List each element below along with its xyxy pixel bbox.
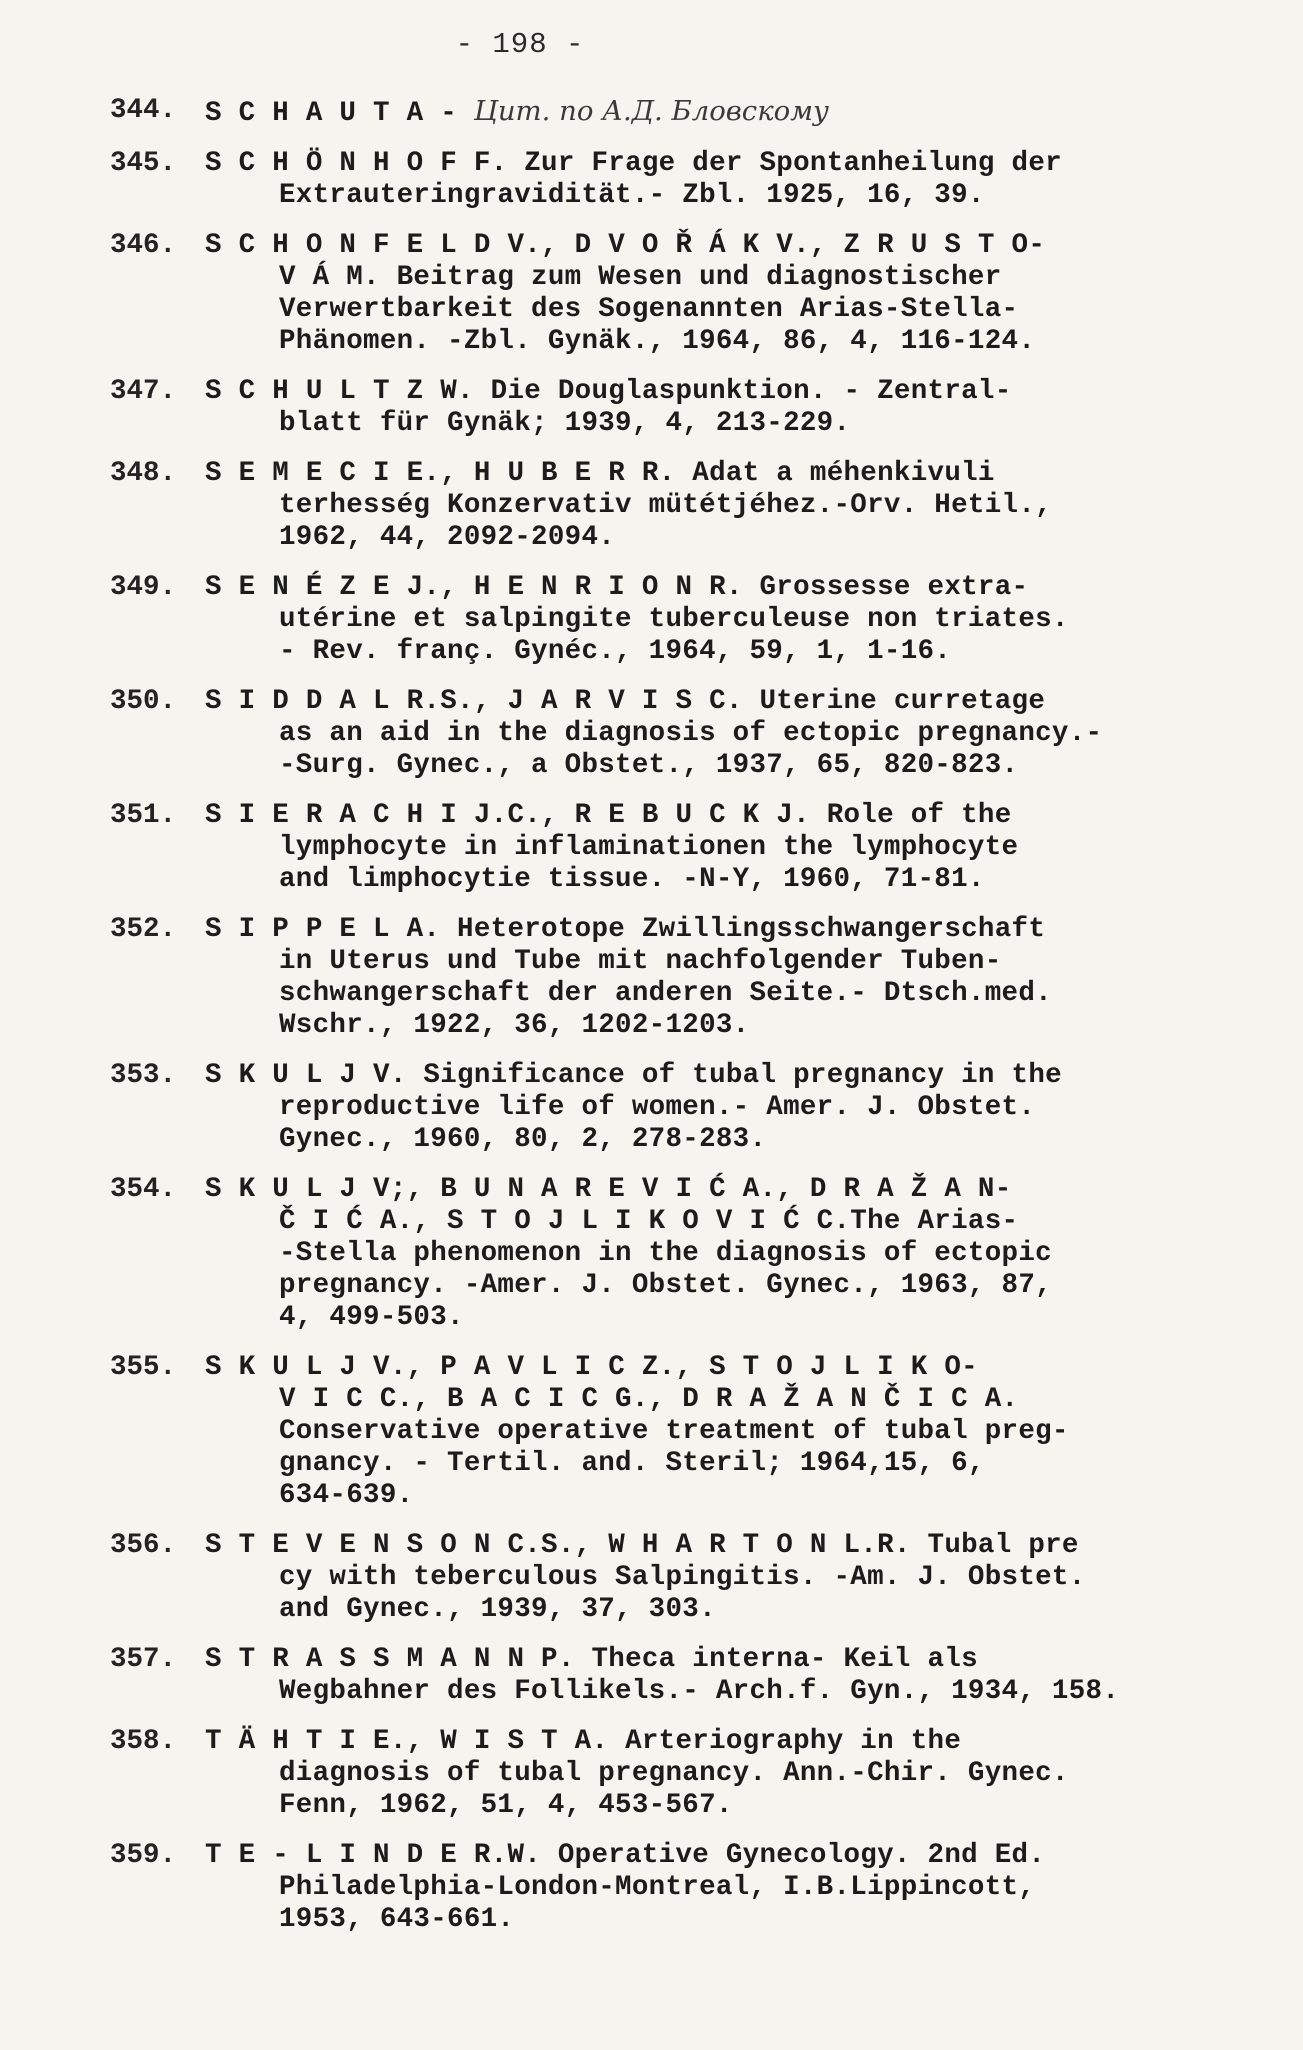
entry-number: 359. <box>110 1840 177 1871</box>
page-number: - 198 - <box>455 28 585 61</box>
entry-line: V I C C., B A C I C G., D R A Ž A N Č I C A. <box>279 1384 1019 1415</box>
entry-text <box>206 1726 1190 1822</box>
bibliography-entry <box>110 95 1190 130</box>
bibliography-entry <box>110 376 1190 440</box>
bibliography-entry <box>110 914 1190 1042</box>
entry-line: Č I Ć A., S T O J L I K O V I Ć C.The Arias- <box>279 1206 1019 1237</box>
entry-line: S K U L J V. Significance of tubal pregnancy in the <box>205 1060 1062 1091</box>
entry-number: 358. <box>110 1726 177 1757</box>
entry-number: 353. <box>110 1060 177 1091</box>
entry-line: S T R A S S M A N N P. Theca interna- Keil als <box>205 1644 978 1675</box>
entry-text <box>206 914 1190 1042</box>
bibliography-entry <box>110 458 1190 554</box>
entry-text <box>206 1060 1190 1156</box>
entry-line: blatt für Gynäk; 1939, 4, 213-229. <box>279 408 851 439</box>
entry-line: terhesség Konzervativ mütétjéhez.-Orv. Hetil., <box>279 490 1052 521</box>
entry-line: and limphocytie tissue. -N-Y, 1960, 71-81. <box>279 864 985 895</box>
entry-text <box>206 95 1190 130</box>
entry-line: 634-639. <box>279 1480 414 1511</box>
entry-line: S I E R A C H I J.C., R E B U C K J. Role of the <box>205 800 1012 831</box>
bibliography-entry <box>110 572 1190 668</box>
entry-author: S C H A U T A - <box>205 98 458 129</box>
entry-line: V Á M. Beitrag zum Wesen und diagnostischer <box>279 262 1002 293</box>
bibliography-entry <box>110 1726 1190 1822</box>
entry-line: gnancy. - Tertil. and. Steril; 1964,15, 6, <box>279 1448 985 1479</box>
entry-text <box>206 1174 1190 1334</box>
entry-text <box>206 686 1190 782</box>
entry-line: S I P P E L A. Heterotope Zwillingsschwangerschaft <box>205 914 1046 945</box>
entry-number: 350. <box>110 686 177 717</box>
entry-line: Fenn, 1962, 51, 4, 453-567. <box>279 1790 733 1821</box>
entry-number: 347. <box>110 376 177 407</box>
entry-line: 1953, 643-661. <box>279 1904 515 1935</box>
bibliography-entry <box>110 148 1190 212</box>
bibliography-entry <box>110 1060 1190 1156</box>
entry-text <box>206 376 1190 440</box>
bibliography-entry <box>110 230 1190 358</box>
bibliography-entry <box>110 1530 1190 1626</box>
entry-line: and Gynec., 1939, 37, 303. <box>279 1594 716 1625</box>
entry-line: T E - L I N D E R.W. Operative Gynecology. 2nd Ed. <box>205 1840 1046 1871</box>
entry-line: Conservative operative treatment of tubal preg- <box>279 1416 1069 1447</box>
entry-text <box>206 800 1190 896</box>
entry-number: 345. <box>110 148 177 179</box>
entry-number: 354. <box>110 1174 177 1205</box>
entry-line: as an aid in the diagnosis of ectopic pregnancy.- <box>279 718 1103 749</box>
entry-line: Wschr., 1922, 36, 1202-1203. <box>279 1010 750 1041</box>
entry-line: - Rev. franç. Gynéc., 1964, 59, 1, 1-16. <box>279 636 952 667</box>
entry-line: Verwertbarkeit des Sogenannten Arias-Stella- <box>279 294 1019 325</box>
entry-line: -Surg. Gynec., a Obstet., 1937, 65, 820-823. <box>279 750 1019 781</box>
entry-number: 355. <box>110 1352 177 1383</box>
bibliography-entry <box>110 686 1190 782</box>
entry-line: 4, 499-503. <box>279 1302 464 1333</box>
bibliography-entry <box>110 1352 1190 1512</box>
entry-text <box>206 458 1190 554</box>
entry-line: Extrauteringravidität.- Zbl. 1925, 16, 39. <box>279 180 985 211</box>
bibliography-entry <box>110 1174 1190 1334</box>
bibliography-entry <box>110 800 1190 896</box>
entry-text <box>206 1530 1190 1626</box>
bibliography-entry <box>110 1840 1190 1936</box>
entry-number: 357. <box>110 1644 177 1675</box>
entry-number: 352. <box>110 914 177 945</box>
entry-line: reproductive life of women.- Amer. J. Obstet. <box>279 1092 1036 1123</box>
entry-line: S E N É Z E J., H E N R I O N R. Grossesse extra- <box>205 572 1029 603</box>
entry-number: 344. <box>110 95 177 126</box>
entry-line: 1962, 44, 2092-2094. <box>279 522 616 553</box>
entry-line: S C H U L T Z W. Die Douglaspunktion. - Zentral- <box>205 376 1012 407</box>
entry-number: 351. <box>110 800 177 831</box>
entry-line: pregnancy. -Amer. J. Obstet. Gynec., 1963, 87, <box>279 1270 1052 1301</box>
entry-line: Gynec., 1960, 80, 2, 278-283. <box>279 1124 767 1155</box>
entry-text <box>206 1644 1190 1708</box>
entry-line <box>205 95 1190 130</box>
entry-line: Wegbahner des Follikels.- Arch.f. Gyn., 1934, 158. <box>279 1676 1120 1707</box>
entry-line: S C H O N F E L D V., D V O Ř Á K V., Z R U S T O- <box>205 230 1046 261</box>
entry-line: lymphocyte in inflaminationen the lymphocyte <box>279 832 1019 863</box>
entry-text <box>206 1840 1190 1936</box>
entry-line: -Stella phenomenon in the diagnosis of ectopic <box>279 1238 1052 1269</box>
entry-line: S T E V E N S O N C.S., W H A R T O N L.R. Tubal pre <box>205 1530 1079 1561</box>
entry-line: Phänomen. -Zbl. Gynäk., 1964, 86, 4, 116-124. <box>279 326 1036 357</box>
entry-number: 346. <box>110 230 177 261</box>
entry-line: S K U L J V;, B U N A R E V I Ć A., D R A Ž A N- <box>205 1174 1012 1205</box>
entry-text <box>206 148 1190 212</box>
entry-text <box>206 572 1190 668</box>
entry-line: utérine et salpingite tuberculeuse non triates. <box>279 604 1069 635</box>
entry-line: schwangerschaft der anderen Seite.- Dtsch.med. <box>279 978 1052 1009</box>
bibliography-entry <box>110 1644 1190 1708</box>
entry-line: cy with teberculous Salpingitis. -Am. J. Obstet. <box>279 1562 1086 1593</box>
entry-line: S C H Ö N H O F F. Zur Frage der Spontanheilung der <box>205 148 1062 179</box>
entry-number: 349. <box>110 572 177 603</box>
entry-text <box>206 230 1190 358</box>
entry-line: in Uterus und Tube mit nachfolgender Tuben- <box>279 946 1002 977</box>
entry-line: S E M E C I E., H U B E R R. Adat a méhenkivuli <box>205 458 995 489</box>
entry-number: 348. <box>110 458 177 489</box>
entry-line: diagnosis of tubal pregnancy. Ann.-Chir. Gynec. <box>279 1758 1069 1789</box>
handwritten-note: Цит. по А.Д. Бловскому <box>473 95 829 127</box>
entry-line: S K U L J V., P A V L I C Z., S T O J L I K O- <box>205 1352 978 1383</box>
entry-number: 356. <box>110 1530 177 1561</box>
entry-line: S I D D A L R.S., J A R V I S C. Uterine curretage <box>205 686 1046 717</box>
entry-text <box>206 1352 1190 1512</box>
bibliography-list <box>110 95 1190 1954</box>
entry-line: T Ä H T I E., W I S T A. Arteriography in the <box>205 1726 962 1757</box>
entry-line: Philadelphia-London-Montreal, I.B.Lippincott, <box>279 1872 1036 1903</box>
